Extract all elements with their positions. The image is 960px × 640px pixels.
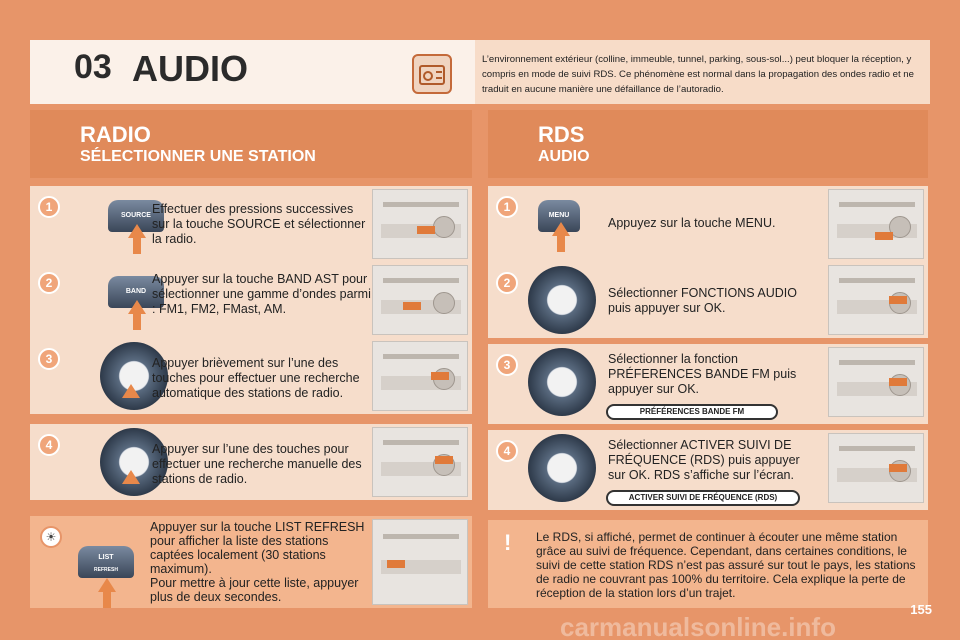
radio-panel-thumbnail: [828, 433, 924, 503]
source-button: SOURCE: [108, 200, 164, 232]
press-arrow-icon: [128, 224, 146, 238]
radio-panel-thumbnail: [372, 265, 468, 335]
radio-panel-thumbnail: [372, 427, 468, 497]
directional-pad-icon: [528, 434, 596, 502]
radio-panel-thumbnail: [372, 189, 468, 259]
step-number: 4: [496, 440, 518, 462]
press-arrow-icon: [552, 222, 570, 236]
rds-warning: [488, 520, 928, 608]
rds-follow-label: ACTIVER SUIVI DE FRÉQUENCE (RDS): [606, 490, 800, 506]
watermark: carmanualsonline.info: [560, 612, 836, 640]
radio-section-header: [30, 110, 472, 178]
menu-button: MENU: [538, 200, 580, 232]
step-text: Appuyer sur la touche BAND AST pour sélectionner une gamme d’ondes parmi : FM1, FM2, FMast, AM.: [152, 272, 371, 316]
step-text: Appuyez sur la touche MENU.: [608, 216, 776, 230]
step-number: 1: [496, 196, 518, 218]
step-number: 4: [38, 434, 60, 456]
press-arrow-icon: [122, 470, 140, 484]
reception-note: L’environnement extérieur (colline, immeuble, tunnel, parking, sous-sol...) peut bloquer la réception, y compris en mode de suivi RDS. Ce phénomène est normal dans la propagation des ondes radio et ne traduit en aucune manière une défaillance de l’autoradio.: [482, 54, 914, 95]
audio-icon: [412, 54, 452, 94]
step-text: Sélectionner la fonction PRÉFERENCES BANDE FM puis appuyer sur OK.: [608, 352, 797, 396]
warning-icon: !: [504, 530, 512, 555]
step-text: Appuyer sur l’une des touches pour effectuer une recherche manuelle des stations de radio.: [152, 442, 362, 486]
press-arrow-icon: [122, 384, 140, 398]
directional-pad-icon: [528, 348, 596, 416]
press-arrow-stem: [133, 314, 141, 330]
radio-step-1: [30, 186, 472, 262]
radio-panel-thumbnail: [828, 347, 924, 417]
step-number: 1: [38, 196, 60, 218]
rds-section-header: [488, 110, 928, 178]
step-text: Sélectionner FONCTIONS AUDIO puis appuyer sur OK.: [608, 286, 797, 315]
pref-band-fm-label: PRÉFÉRENCES BANDE FM: [606, 404, 778, 420]
warning-text: Le RDS, si affiché, permet de continuer à écouter une même station grâce au suivi de fréquence. Cependant, dans certaines conditions, le suivi de cette station RDS n’est pas assuré sur tout le pays, les stations de radio ne couvrant pas 100% du territoire. Cela explique la perte de réception de la station lors d’un trajet.: [536, 530, 916, 600]
tip-icon: ☀: [40, 526, 62, 548]
rds-step-1: [488, 186, 928, 262]
refresh-key-label: REFRESH: [94, 567, 118, 573]
step-number: 3: [496, 354, 518, 376]
page-number: 155: [910, 602, 932, 617]
band-button: BAND: [108, 276, 164, 308]
rds-step-3: [488, 344, 928, 424]
step-number: 2: [38, 272, 60, 294]
step-text: Appuyer brièvement sur l’une des touches pour effectuer une recherche automatique des stations de radio.: [152, 356, 360, 400]
step-number: 3: [38, 348, 60, 370]
rds-step-4: [488, 430, 928, 510]
radio-step-4: [30, 424, 472, 500]
press-arrow-icon: [98, 578, 116, 592]
step-text: Effectuer des pressions successives sur la touche SOURCE et sélectionner la radio.: [152, 202, 366, 246]
list-refresh-tip: [30, 516, 472, 608]
press-arrow-icon: [128, 300, 146, 314]
radio-panel-thumbnail: [828, 265, 924, 335]
step-text: Sélectionner ACTIVER SUIVI DE FRÉQUENCE (RDS) puis appuyer sur OK. RDS s’affiche sur l’écran.: [608, 438, 800, 482]
directional-pad-icon: [528, 266, 596, 334]
rds-step-2: [488, 262, 928, 338]
list-key-label: LIST: [98, 554, 114, 561]
radio-panel-thumbnail: [372, 341, 468, 411]
rds-heading: RDS: [538, 122, 585, 147]
radio-panel-thumbnail: [372, 519, 468, 605]
page-title: AUDIO: [132, 48, 248, 89]
press-arrow-stem: [133, 238, 141, 254]
tip-text: Appuyer sur la touche LIST REFRESH pour afficher la liste des stations captées localement (30 stations maximum). Pour mettre à jour cette liste, appuyer plus de deux secondes.: [150, 520, 365, 604]
rds-subheading: AUDIO: [538, 148, 590, 165]
list-refresh-button: [78, 546, 134, 578]
chapter-number: 03: [74, 48, 112, 86]
radio-panel-thumbnail: [828, 189, 924, 259]
radio-step-3: [30, 338, 472, 414]
press-arrow-stem: [103, 592, 111, 608]
press-arrow-stem: [557, 236, 565, 252]
radio-heading: RADIO: [80, 122, 151, 147]
radio-subheading: SÉLECTIONNER UNE STATION: [80, 148, 316, 165]
radio-step-2: [30, 262, 472, 338]
step-number: 2: [496, 272, 518, 294]
